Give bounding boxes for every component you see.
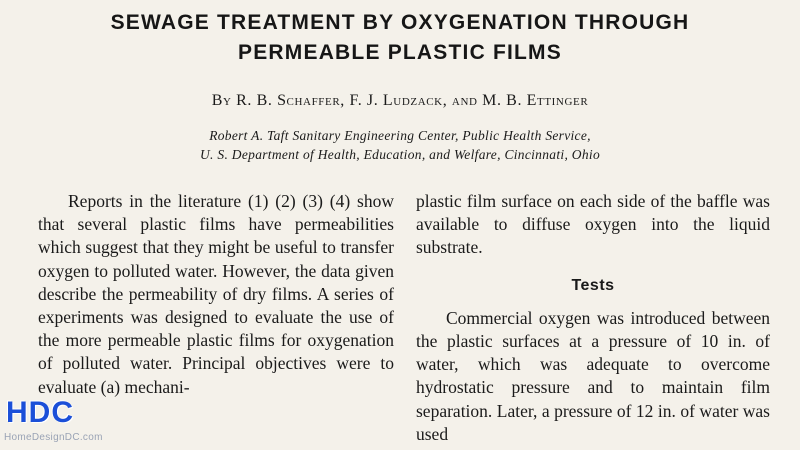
tests-paragraph: Commercial oxygen was introduced between the plastic surfaces at a pressure of 10 in. of water, which was adequate to overcome hydrostatic pressure and to maintain film separation. Later, a pressure of 12 in. of water was used <box>416 307 770 444</box>
section-heading-tests: Tests <box>571 276 615 294</box>
paper-title <box>0 8 800 68</box>
intro-paragraph: Reports in the literature (1) (2) (3) (4) show that several plastic films have permeabilities which suggest that they might be useful to transfer oxygen to polluted water. However, the data given describe the permeability of dry films. A series of experiments was designed to evaluate the use of the more permeable plastic films for oxygenation of polluted water. Principal objectives were to evaluate (a) mechani- <box>38 191 394 397</box>
watermark-logo: HDC <box>6 396 74 429</box>
title-line-1: SEWAGE TREATMENT BY OXYGENATION THROUGH <box>110 11 690 34</box>
affiliation-line-2: U. S. Department of Health, Education, and Welfare, Cincinnati, Ohio <box>200 147 600 162</box>
left-column <box>38 190 394 399</box>
title-line-2: PERMEABLE PLASTIC FILMS <box>238 41 562 64</box>
author-byline: By R. B. Schaffer, F. J. Ludzack, and M. B. Ettinger <box>211 92 589 109</box>
affiliation-line-1: Robert A. Taft Sanitary Engineering Center, Public Health Service, <box>209 128 591 143</box>
author-affiliation <box>0 126 800 164</box>
watermark-site: HomeDesignDC.com <box>4 432 103 443</box>
right-column <box>416 190 770 446</box>
continuation-paragraph: plastic film surface on each side of the baffle was available to diffuse oxygen into the liquid substrate. <box>416 191 770 258</box>
